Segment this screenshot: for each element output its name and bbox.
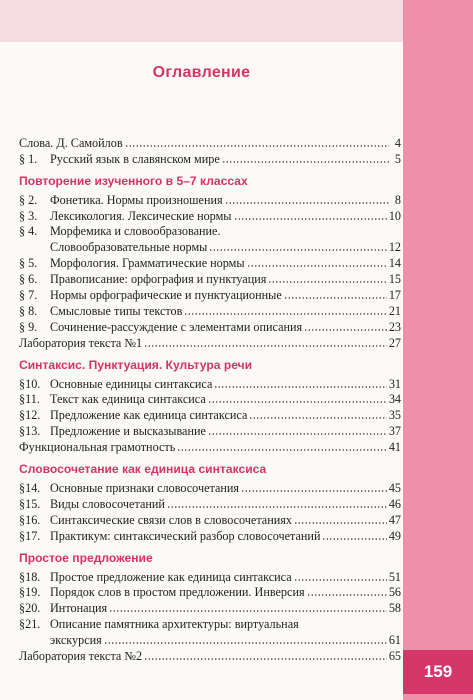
- toc-entry[interactable]: [19, 480, 401, 496]
- toc-entry-page: 35: [388, 408, 401, 423]
- dot-leader: [125, 145, 389, 147]
- toc-entry-text: Лексикология. Лексические нормы: [50, 208, 232, 223]
- toc-entry-page: 15: [388, 272, 401, 287]
- toc-entry-number: §14.: [19, 481, 41, 496]
- dot-leader: [144, 658, 387, 660]
- toc-entry-number: §15.: [19, 496, 41, 511]
- toc-entry-page: 49: [388, 528, 401, 543]
- toc-entry-text: Предложение и высказывание: [50, 424, 206, 439]
- toc-entry-number: §13.: [19, 424, 41, 439]
- toc-entry[interactable]: [19, 303, 401, 319]
- toc-entry[interactable]: [19, 648, 401, 664]
- toc-entry[interactable]: [19, 632, 401, 648]
- toc-entry[interactable]: [19, 512, 401, 528]
- toc-entry-page: 45: [388, 481, 401, 496]
- dot-leader: [177, 449, 387, 451]
- toc-entry-page: 23: [388, 319, 401, 334]
- toc-entry[interactable]: [19, 392, 401, 408]
- toc-entry-page: 21: [388, 303, 401, 318]
- toc-entry-text: Практикум: синтаксический разбор словосочетаний: [50, 528, 321, 543]
- toc-entry-number: §20.: [19, 601, 41, 616]
- dot-leader: [268, 281, 386, 283]
- toc-entry-number: § 8.: [19, 303, 38, 318]
- toc-entry-page: 10: [388, 208, 401, 223]
- section-heading: Повторение изученного в 5–7 классах: [19, 173, 248, 188]
- toc-entry-text: Простое предложение как единица синтаксиса: [50, 569, 292, 584]
- toc-entry-text: Функциональная грамотность: [19, 440, 176, 455]
- toc-entry-text: Основные признаки словосочетания: [50, 481, 240, 496]
- toc-entry-page: 41: [388, 440, 401, 455]
- toc-entry-text: Сочинение-рассуждение с элементами описания: [50, 319, 303, 334]
- toc-entry-text: Правописание: орфография и пунктуация: [50, 272, 267, 287]
- side-decor-band: [403, 0, 473, 700]
- toc-entry[interactable]: [19, 569, 401, 585]
- toc-entry-number: §19.: [19, 585, 41, 600]
- toc-entry-text: Слова. Д. Самойлов: [19, 135, 123, 150]
- dot-leader: [294, 579, 387, 581]
- toc-entry-text: Виды словосочетаний: [50, 496, 165, 511]
- dot-leader: [247, 265, 387, 267]
- toc-entry[interactable]: [19, 335, 401, 351]
- toc-entry-text: Нормы орфографические и пунктуационные: [50, 288, 282, 303]
- section-heading: Синтаксис. Пунктуация. Культура речи: [19, 357, 253, 372]
- toc-entry-number: § 5.: [19, 256, 38, 271]
- toc-entry-page: 8: [394, 192, 401, 207]
- toc-entry-text: Основные единицы синтаксиса: [50, 376, 213, 391]
- toc-entry-text: Смысловые типы текстов: [50, 303, 183, 318]
- dot-leader: [294, 522, 387, 524]
- dot-leader: [109, 610, 387, 612]
- toc-entry[interactable]: [19, 407, 401, 423]
- toc-entry[interactable]: [19, 600, 401, 616]
- dot-leader: [225, 202, 389, 204]
- section-heading: Простое предложение: [19, 550, 153, 565]
- toc-entry-page: 58: [388, 601, 401, 616]
- table-of-contents: [19, 135, 401, 664]
- toc-entry-page: 46: [388, 496, 401, 511]
- toc-entry-text: Порядок слов в простом предложении. Инверсия: [50, 585, 305, 600]
- toc-entry[interactable]: [19, 271, 401, 287]
- toc-entry-text: Синтаксические связи слов в словосочетаниях: [50, 512, 292, 527]
- toc-entry-text: Фонетика. Нормы произношения: [50, 192, 223, 207]
- dot-leader: [208, 433, 387, 435]
- toc-entry[interactable]: [19, 496, 401, 512]
- toc-entry-number: §10.: [19, 376, 41, 391]
- dot-leader: [241, 490, 387, 492]
- toc-entry-page: 61: [388, 633, 401, 648]
- toc-entry-page: 5: [394, 151, 401, 166]
- toc-entry[interactable]: [19, 287, 401, 303]
- toc-entry-page: 14: [388, 256, 401, 271]
- toc-entry[interactable]: [19, 239, 401, 255]
- toc-entry-page: 4: [394, 135, 401, 150]
- toc-entry-number: § 9.: [19, 319, 38, 334]
- dot-leader: [304, 329, 387, 331]
- toc-entry-text: Лаборатория текста №2: [19, 649, 143, 664]
- top-decor-band: [0, 0, 403, 42]
- toc-entry-page: 56: [388, 585, 401, 600]
- dot-leader: [249, 417, 386, 419]
- toc-entry[interactable]: [19, 616, 401, 632]
- toc-entry[interactable]: [19, 224, 401, 240]
- toc-entry-page: 65: [388, 649, 401, 664]
- toc-entry[interactable]: [19, 135, 401, 151]
- toc-entry-number: §17.: [19, 528, 41, 543]
- toc-entry-page: 12: [388, 240, 401, 255]
- toc-entry-page: 34: [388, 392, 401, 407]
- toc-entry[interactable]: [19, 439, 401, 455]
- toc-entry-number: §11.: [19, 392, 40, 407]
- toc-entry[interactable]: [19, 208, 401, 224]
- dot-leader: [222, 161, 389, 163]
- toc-entry-page: 17: [388, 288, 401, 303]
- toc-entry-text: экскурсия: [50, 633, 102, 648]
- toc-entry-number: § 1.: [19, 151, 38, 166]
- toc-entry-number: § 6.: [19, 272, 38, 287]
- toc-entry-text: Морфология. Грамматические нормы: [50, 256, 245, 271]
- toc-entry-text: Лаборатория текста №1: [19, 335, 143, 350]
- dot-leader: [284, 297, 387, 299]
- toc-entry-page: 37: [388, 424, 401, 439]
- toc-entry[interactable]: [19, 192, 401, 208]
- toc-entry[interactable]: [19, 151, 401, 167]
- toc-entry[interactable]: [19, 255, 401, 271]
- toc-entry-text: Предложение как единица синтаксиса: [50, 408, 248, 423]
- dot-leader: [214, 386, 386, 388]
- toc-entry-number: §16.: [19, 512, 41, 527]
- section-heading: Словосочетание как единица синтаксиса: [19, 462, 267, 477]
- toc-entry-text: Словообразовательные нормы: [50, 240, 208, 255]
- toc-entry-text: Текст как единица синтаксиса: [50, 392, 206, 407]
- toc-entry-number: § 7.: [19, 288, 38, 303]
- toc-entry-page: 31: [388, 376, 401, 391]
- toc-entry-text: Морфемика и словообразование.: [50, 224, 221, 239]
- toc-entry[interactable]: [19, 528, 401, 544]
- toc-entry-page: 47: [388, 512, 401, 527]
- dot-leader: [167, 506, 387, 508]
- toc-entry-page: 27: [388, 335, 401, 350]
- toc-entry[interactable]: [19, 423, 401, 439]
- toc-entry-page: 51: [388, 569, 401, 584]
- toc-entry-number: §12.: [19, 408, 41, 423]
- dot-leader: [234, 218, 387, 220]
- dot-leader: [104, 642, 387, 644]
- toc-entry[interactable]: [19, 585, 401, 601]
- toc-entry-number: § 3.: [19, 208, 38, 223]
- page-number: 159: [403, 650, 473, 694]
- dot-leader: [307, 594, 387, 596]
- toc-entry-number: §21.: [19, 617, 41, 632]
- toc-entry-text: Русский язык в славянском мире: [50, 151, 220, 166]
- toc-entry[interactable]: [19, 376, 401, 392]
- toc-entry[interactable]: [19, 319, 401, 335]
- page-title: Оглавление: [152, 64, 251, 81]
- toc-entry-text: Описание памятника архитектуры: виртуальная: [50, 617, 299, 632]
- dot-leader: [208, 401, 387, 403]
- toc-entry-number: § 4.: [19, 224, 38, 239]
- toc-entry-number: §18.: [19, 569, 41, 584]
- toc-entry-number: § 2.: [19, 192, 38, 207]
- dot-leader: [144, 345, 387, 347]
- dot-leader: [322, 538, 386, 540]
- dot-leader: [209, 249, 386, 251]
- toc-entry-text: Интонация: [50, 601, 108, 616]
- dot-leader: [184, 313, 386, 315]
